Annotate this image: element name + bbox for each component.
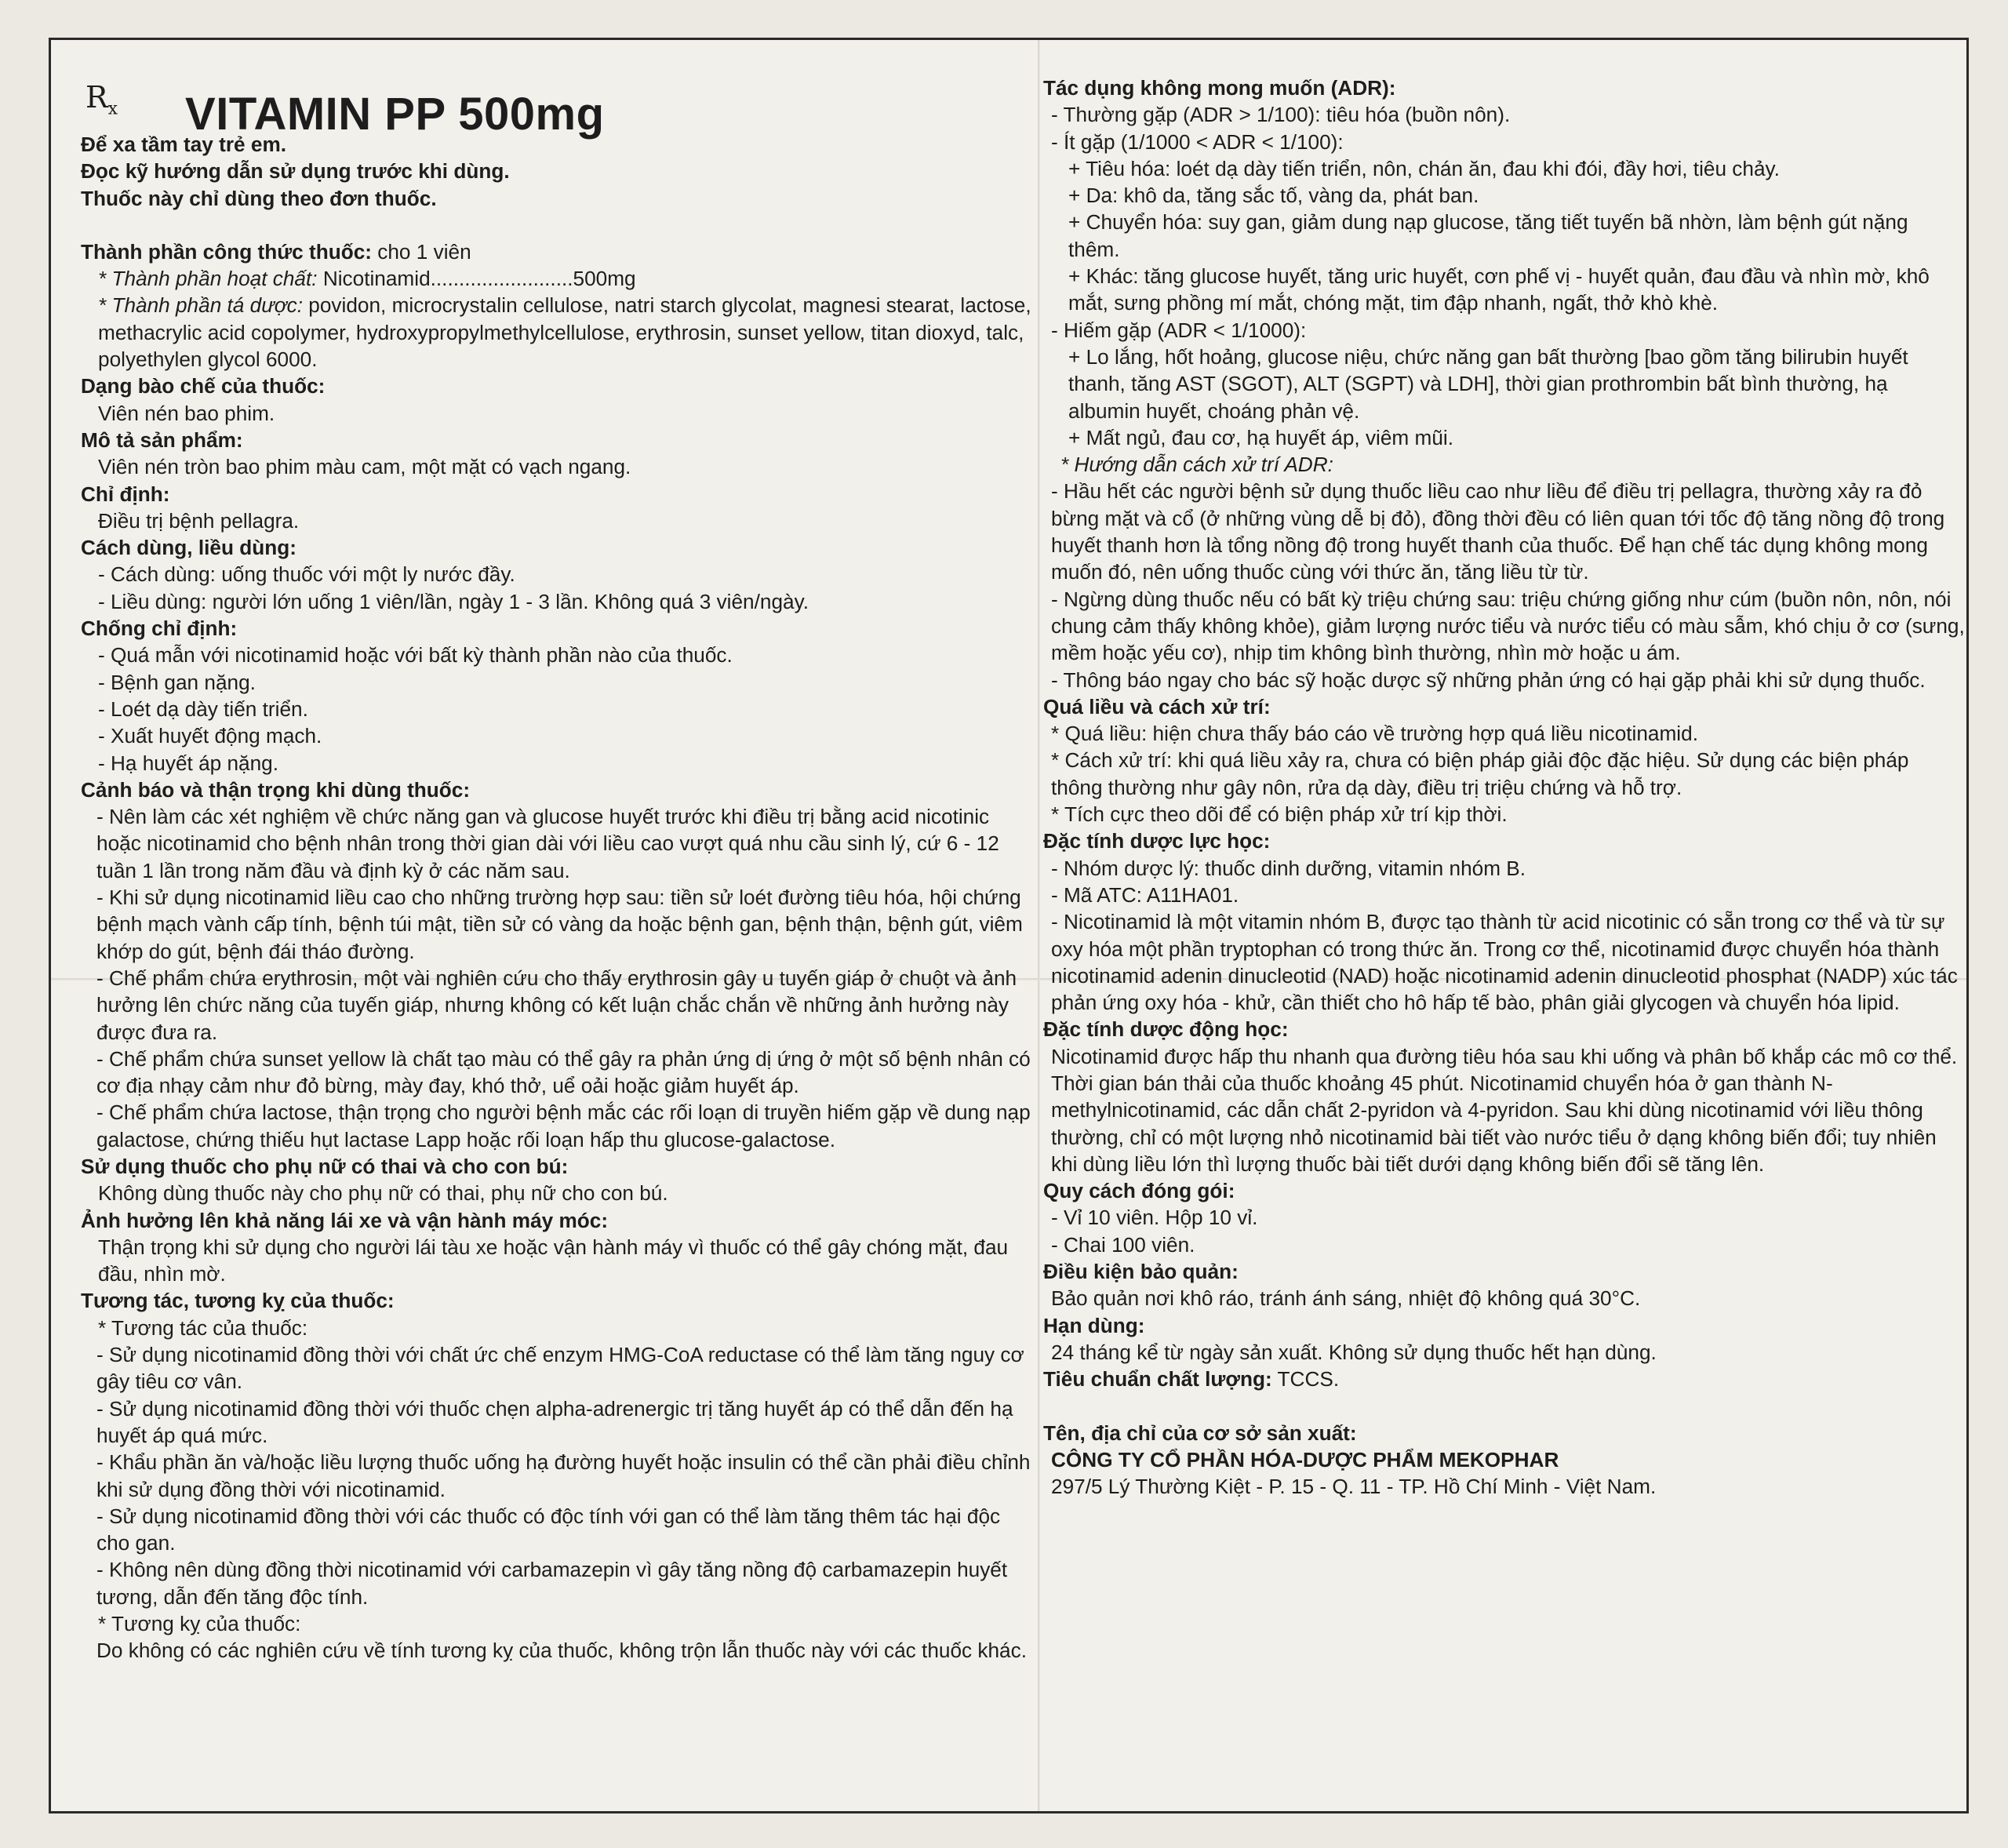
list-item: - Chế phẩm chứa lactose, thận trọng cho người bệnh mắc các rối loạn di truyền hiếm gặp về dung nạp galactose, chứng thiếu hụt lactase Lapp hoặc rối loạn hấp thu glucose-galactose.: [96, 1100, 1031, 1151]
leaflet-sheet: [49, 38, 1969, 1813]
driving-heading: Ảnh hưởng lên khả năng lái xe và vận hành máy móc:: [81, 1208, 609, 1232]
header: [81, 76, 1036, 140]
pharmacodynamics-heading: Đặc tính dược lực học:: [1043, 829, 1271, 853]
list-item: - Hiếm gặp (ADR < 1/1000):: [1051, 318, 1307, 342]
warning-line: Đọc kỹ hướng dẫn sử dụng trước khi dùng.: [81, 159, 510, 184]
manufacturer-name: CÔNG TY CỔ PHẦN HÓA-DƯỢC PHẨM MEKOPHAR: [1051, 1447, 1559, 1471]
list-item: - Liều dùng: người lớn uống 1 viên/lần, ngày 1 - 3 lần. Không quá 3 viên/ngày.: [98, 589, 809, 613]
manufacturer-heading: Tên, địa chỉ của cơ sở sản xuất:: [1043, 1421, 1357, 1445]
list-item: - Hạ huyết áp nặng.: [98, 751, 279, 775]
pharmacokinetics-heading: Đặc tính dược động học:: [1043, 1017, 1289, 1042]
description-heading: Mô tả sản phẩm:: [81, 427, 243, 452]
list-item: + Khác: tăng glucose huyết, tăng uric huyết, cơn phế vị - huyết quản, đau đầu và nhìn mờ, khô mắt, sưng phồng mí mắt, chóng mặt, tim đập nhanh, ngất, thở khò khè.: [1068, 264, 1930, 315]
list-item: * Quá liều: hiện chưa thấy báo cáo về trường hợp quá liều nicotinamid.: [1051, 722, 1698, 746]
list-item: - Sử dụng nicotinamid đồng thời với chất ức chế enzym HMG-CoA reductase có thể làm tăng nguy cơ gây tiêu cơ vân.: [96, 1343, 1024, 1394]
list-item: - Ngừng dùng thuốc nếu có bất kỳ triệu chứng sau: triệu chứng giống như cúm (buồn nôn, nôn, nói chung cảm thấy không khỏe), giảm lượng nước tiểu và nước tiểu có màu sẫm, khó chịu ở cơ (sưng, mềm hoặc yếu cơ), nhịp tim không bình thường, nhìn mờ hoặc u ám.: [1051, 587, 1965, 665]
list-item: + Da: khô da, tăng sắc tố, vàng da, phát ban.: [1068, 184, 1479, 208]
list-item: - Vỉ 10 viên. Hộp 10 vỉ.: [1051, 1206, 1258, 1230]
list-item: - Loét dạ dày tiến triển.: [98, 697, 308, 721]
list-item: - Nhóm dược lý: thuốc dinh dưỡng, vitamin nhóm B.: [1051, 856, 1526, 880]
list-item: - Nên làm các xét nghiệm về chức năng gan và glucose huyết trước khi điều trị bằng acid nicotinic hoặc nicotinamid cho bệnh nhân trong thời gian dài với liều cao vượt quá nhu cầu sinh lý, cứ 6 - 12 tuần 1 lần trong năm đầu và định kỳ ở các năm sau.: [96, 805, 999, 882]
list-item: - Thường gặp (ADR > 1/100): tiêu hóa (buồn nôn).: [1051, 103, 1511, 127]
list-item: - Chai 100 viên.: [1051, 1232, 1195, 1257]
list-item: - Chế phẩm chứa erythrosin, một vài nghiên cứu cho thấy erythrosin gây u tuyến giáp ở chuột và ảnh hưởng lên chức năng của tuyến giáp, nhưng không có kết luận chắc chắn về những ảnh hưởng này được đưa ra.: [96, 966, 1017, 1044]
contraindications-heading: Chống chỉ định:: [81, 617, 238, 641]
excipients: * Thành phần tá dược: povidon, microcrystalin cellulose, natri starch glycolat, magnesi stearat, lactose, methacrylic acid copolymer, hydroxypropylmethylcellulose, erythrosin, sunset yellow, titan dioxyd, talc, polyethylen glycol 6000.: [98, 293, 1031, 372]
list-item: - Cách dùng: uống thuốc với một ly nước đầy.: [98, 562, 515, 587]
paper-fold-vertical: [1038, 40, 1040, 1811]
warning-line: Thuốc này chỉ dùng theo đơn thuốc.: [81, 186, 437, 210]
dosage-form-heading: Dạng bào chế của thuốc:: [81, 374, 326, 398]
list-item: + Lo lắng, hốt hoảng, glucose niệu, chức năng gan bất thường [bao gồm tăng bilirubin huyết thanh, tăng AST (SGOT), ALT (SGPT) và LDH], thời gian prothrombin bất bình thường, hạ albumin huyết, choáng phản vệ.: [1068, 344, 1908, 423]
left-column: [81, 76, 1036, 1664]
precautions-heading: Cảnh báo và thận trọng khi dùng thuốc:: [81, 777, 471, 802]
shelf-life-heading: Hạn dùng:: [1043, 1313, 1145, 1337]
list-item: * Tích cực theo dõi để có biện pháp xử trí kịp thời.: [1051, 802, 1508, 827]
shelf-life-text: 24 tháng kể từ ngày sản xuất. Không sử dụng thuốc hết hạn dùng.: [1051, 1340, 1657, 1364]
right-column: [1043, 75, 1965, 1500]
pregnancy-heading: Sử dụng thuốc cho phụ nữ có thai và cho con bú:: [81, 1154, 569, 1178]
list-item: - Khẩu phần ăn và/hoặc liều lượng thuốc uống hạ đường huyết hoặc insulin có thể cần phải điều chỉnh khi sử dụng đồng thời với nicotinamid.: [96, 1450, 1031, 1501]
storage-text: Bảo quản nơi khô ráo, tránh ánh sáng, nhiệt độ không quá 30°C.: [1051, 1286, 1641, 1311]
description-text: Viên nén tròn bao phim màu cam, một mặt có vạch ngang.: [98, 455, 631, 479]
driving-text: Thận trọng khi sử dụng cho người lái tàu xe hoặc vận hành máy vì thuốc có thể gây chóng mặt, đau đầu, nhìn mờ.: [98, 1235, 1009, 1286]
usage-heading: Cách dùng, liều dùng:: [81, 536, 296, 560]
adr-heading: Tác dụng không mong muốn (ADR):: [1043, 76, 1396, 100]
quality-standard: Tiêu chuẩn chất lượng: TCCS.: [1043, 1367, 1340, 1391]
pharmacokinetics-text: Nicotinamid được hấp thu nhanh qua đường tiêu hóa sau khi uống và phân bố khắp các mô cơ thể. Thời gian bán thải của thuốc khoảng 45 phút. Nicotinamid chuyển hóa ở gan thành N-methylnicotinamid, các dẫn chất 2-pyridon và 4-pyridon. Sau khi dùng nicotinamid với liều thông thường, chỉ có một lượng nhỏ nicotinamid bài tiết vào nước tiểu ở dạng không biến đổi; tuy nhiên khi dùng liều lớn thì lượng thuốc bài tiết dưới dạng không biến đổi sẽ tăng lên.: [1051, 1044, 1958, 1176]
manufacturer-address: 297/5 Lý Thường Kiệt - P. 15 - Q. 11 - TP. Hồ Chí Minh - Việt Nam.: [1051, 1475, 1657, 1499]
list-item: - Mã ATC: A11HA01.: [1051, 882, 1239, 907]
interactions-subheading: * Tương tác của thuốc:: [98, 1315, 308, 1340]
list-item: - Nicotinamid là một vitamin nhóm B, được tạo thành từ acid nicotinic có sẵn trong cơ thể và từ sự oxy hóa một phần tryptophan có trong thức ăn. Trong cơ thể, nicotinamid được chuyển hóa thành nicotinamid adenin dinucleotid (NAD) hoặc nicotinamid adenin dinucleotid phosphat (NADP) xúc tác phản ứng oxy hóa - khử, cần thiết cho hô hấp tế bào, phân giải glycogen và chuyển hóa lipid.: [1051, 910, 1958, 1015]
overdose-heading: Quá liều và cách xử trí:: [1043, 694, 1271, 718]
list-item: - Bệnh gan nặng.: [98, 670, 256, 694]
list-item: - Sử dụng nicotinamid đồng thời với các thuốc có độc tính với gan có thể làm tăng thêm tác hại độc cho gan.: [96, 1504, 1001, 1555]
list-item: - Quá mẫn với nicotinamid hoặc với bất kỳ thành phần nào của thuốc.: [98, 643, 733, 668]
composition-section: Thành phần công thức thuốc: cho 1 viên: [81, 239, 471, 264]
list-item: + Mất ngủ, đau cơ, hạ huyết áp, viêm mũi.: [1068, 425, 1453, 449]
dosage-form-text: Viên nén bao phim.: [98, 401, 275, 425]
storage-heading: Điều kiện bảo quản:: [1043, 1260, 1239, 1284]
list-item: - Không nên dùng đồng thời nicotinamid với carbamazepin vì gây tăng nồng độ carbamazepin huyết tương, dẫn đến tăng độc tính.: [96, 1558, 1008, 1609]
list-item: - Sử dụng nicotinamid đồng thời với thuốc chẹn alpha-adrenergic trị tăng huyết áp có thể dẫn đến hạ huyết áp quá mức.: [96, 1396, 1013, 1447]
list-item: - Ít gặp (1/1000 < ADR < 1/100):: [1051, 129, 1344, 154]
interactions-heading: Tương tác, tương kỵ của thuốc:: [81, 1289, 395, 1313]
indications-text: Điều trị bệnh pellagra.: [98, 508, 300, 533]
incompatibility-subheading: * Tương kỵ của thuốc:: [98, 1612, 301, 1636]
indications-heading: Chỉ định:: [81, 482, 170, 506]
list-item: + Chuyển hóa: suy gan, giảm dung nạp glucose, tăng tiết tuyến bã nhờn, làm bệnh gút nặng thêm.: [1068, 210, 1908, 261]
rx-symbol-icon: $R_x$: [85, 80, 118, 119]
warning-line: Để xa tầm tay trẻ em.: [81, 133, 287, 156]
list-item: - Khi sử dụng nicotinamid liều cao cho những trường hợp sau: tiền sử loét đường tiêu hóa, hội chứng bệnh mạch vành cấp tính, bệnh túi mật, tiền sử có vàng da hoặc bệnh gan, bệnh thận, bệnh gút, viêm khớp do gút, bệnh đái tháo đường.: [96, 886, 1023, 963]
active-ingredient: * Thành phần hoạt chất: Nicotinamid.........................500mg: [98, 267, 636, 291]
packaging-heading: Quy cách đóng gói:: [1043, 1179, 1235, 1203]
list-item: - Thông báo ngay cho bác sỹ hoặc dược sỹ những phản ứng có hại gặp phải khi sử dụng thuốc.: [1051, 668, 1926, 692]
list-item: - Xuất huyết động mạch.: [98, 724, 322, 748]
list-item: * Cách xử trí: khi quá liều xảy ra, chưa có biện pháp giải độc đặc hiệu. Sử dụng các biện pháp thông thường như gây nôn, rửa dạ dày, điều trị triệu chứng và hỗ trợ.: [1051, 748, 1909, 799]
incompatibility-text: Do không có các nghiên cứu về tính tương kỵ của thuốc, không trộn lẫn thuốc này với các thuốc khác.: [96, 1639, 1027, 1663]
list-item: - Hầu hết các người bệnh sử dụng thuốc liều cao như liều để điều trị pellagra, thường xảy ra đỏ bừng mặt và cổ (ở những vùng dễ bị đỏ), đồng thời đều có liên quan tới tốc độ tăng nồng độ trong huyết thanh hơn là tổng nồng độ trong huyết thanh của thuốc. Để hạn chế tác dụng không mong muốn đó, nên uống thuốc cùng với thức ăn, tăng liều từ từ.: [1051, 479, 1945, 584]
adr-management-heading: * Hướng dẫn cách xử trí ADR:: [1060, 453, 1333, 477]
list-item: - Chế phẩm chứa sunset yellow là chất tạo màu có thể gây ra phản ứng dị ứng ở một số bệnh nhân có cơ địa nhạy cảm như đỏ bừng, mày đay, khó thở, uể oải hoặc giảm huyết áp.: [96, 1046, 1031, 1098]
pregnancy-text: Không dùng thuốc này cho phụ nữ có thai, phụ nữ cho con bú.: [98, 1181, 668, 1206]
product-title: VITAMIN PP 500mg: [185, 88, 605, 140]
list-item: + Tiêu hóa: loét dạ dày tiến triển, nôn, chán ăn, đau khi đói, đầy hơi, tiêu chảy.: [1068, 156, 1780, 180]
